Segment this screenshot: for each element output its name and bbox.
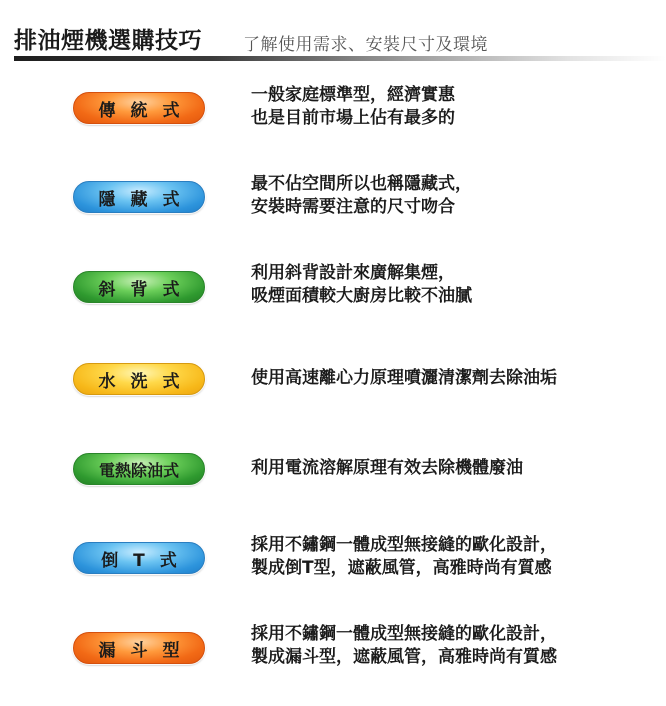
list-item-slanted	[0, 265, 666, 325]
type-badge-funnel: 漏斗型	[73, 632, 205, 664]
description-line: 採用不鏽鋼一體成型無接縫的歐化設計，	[251, 535, 557, 555]
type-description-funnel	[251, 623, 557, 669]
list-item-water-wash	[0, 357, 666, 417]
description-line: 使用高速離心力原理噴灑清潔劑去除油垢	[251, 368, 557, 388]
list-item-electric-heat	[0, 447, 666, 507]
type-description-inverted-t	[251, 534, 557, 580]
page-title: 排油煙機選購技巧	[14, 28, 202, 54]
description-line: 利用電流溶解原理有效去除機體廢油	[251, 458, 523, 478]
type-badge-electric-heat: 電熱除油式	[73, 453, 205, 485]
description-line: 安裝時需要注意的尺寸吻合	[251, 197, 455, 217]
description-line: 利用斜背設計來廣解集煙，	[251, 263, 455, 283]
description-line: 最不佔空間所以也稱隱藏式，	[251, 174, 472, 194]
description-line: 一般家庭標準型，經濟實惠	[251, 85, 455, 105]
list-item-hidden	[0, 174, 666, 237]
description-line: 也是目前市場上佔有最多的	[251, 108, 455, 128]
type-description-traditional	[251, 84, 455, 130]
type-badge-inverted-t: 倒T式	[73, 542, 205, 574]
type-description-water-wash	[251, 367, 557, 390]
type-badge-traditional: 傳統式	[73, 92, 205, 124]
description-line: 製成倒T型，遮蔽風管，高雅時尚有質感	[251, 558, 552, 578]
type-badge-water-wash: 水洗式	[73, 363, 205, 395]
description-line: 採用不鏽鋼一體成型無接縫的歐化設計，	[251, 624, 557, 644]
type-badge-hidden: 隱藏式	[73, 181, 205, 213]
description-line: 吸煙面積較大廚房比較不油膩	[251, 286, 472, 306]
type-description-hidden	[251, 173, 472, 219]
list-item-traditional	[0, 86, 666, 146]
type-badge-slanted: 斜背式	[73, 271, 205, 303]
type-description-slanted	[251, 262, 472, 308]
list-item-inverted-t	[0, 536, 666, 596]
description-line: 製成漏斗型，遮蔽風管，高雅時尚有質感	[251, 647, 557, 667]
list-item-funnel	[0, 626, 666, 686]
type-description-electric-heat	[251, 457, 523, 480]
page-subtitle: 了解使用需求、安裝尺寸及環境	[243, 35, 488, 55]
